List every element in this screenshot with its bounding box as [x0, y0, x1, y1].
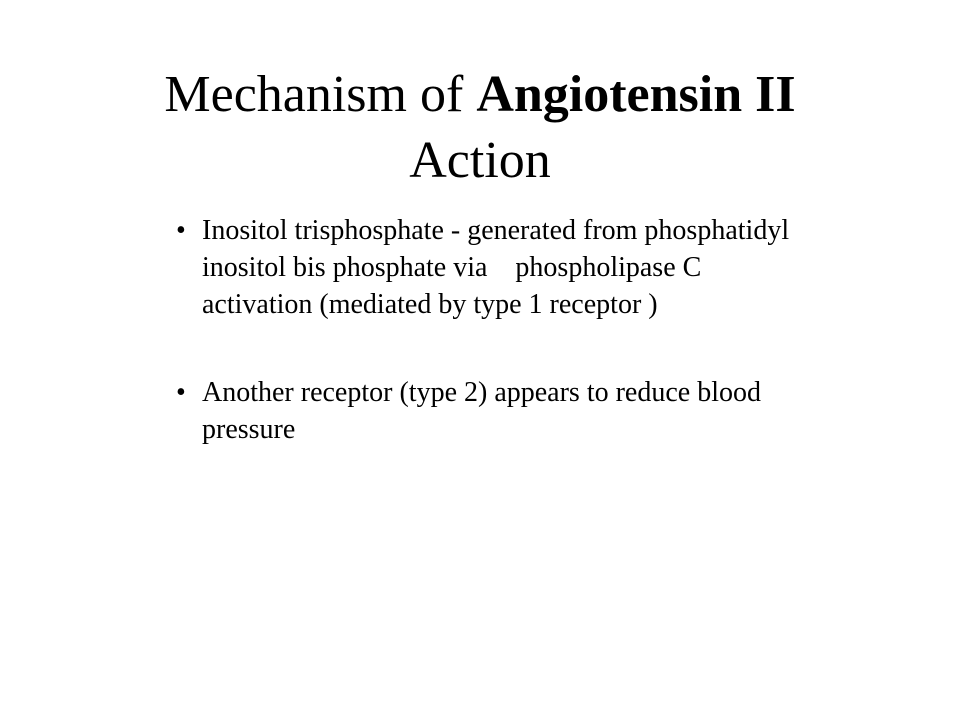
- title-prefix: Mechanism of: [164, 66, 477, 123]
- bullet-item-1: [176, 212, 876, 323]
- bullet-line: inositol bis phosphate via phospholipase C: [202, 252, 702, 283]
- title-emphasis: Angiotensin II: [476, 66, 796, 123]
- bullet-line: Inositol trisphosphate - generated from phosphatidyl: [202, 215, 790, 246]
- bullet-symbol: •: [176, 377, 186, 408]
- bullet-item-2: [176, 374, 876, 448]
- bullet-line: pressure: [202, 414, 296, 445]
- title-line-2: Action: [409, 132, 551, 189]
- slide-title: [60, 62, 900, 194]
- bullet-line: activation (mediated by type 1 receptor ): [202, 289, 658, 320]
- bullet-line: Another receptor (type 2) appears to reduce blood: [202, 377, 761, 408]
- bullet-list: [176, 212, 876, 499]
- bullet-symbol: •: [176, 215, 186, 246]
